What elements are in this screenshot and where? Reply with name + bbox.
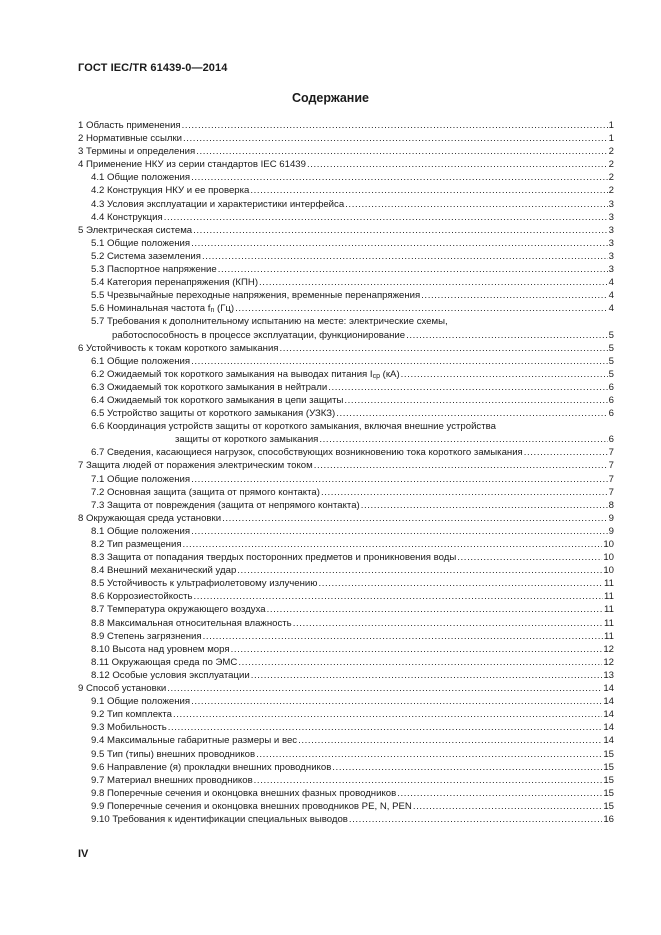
toc-entry-title: 8 Окружающая среда установки bbox=[78, 512, 222, 524]
dot-leader bbox=[259, 276, 608, 289]
toc-entry[interactable] bbox=[78, 800, 614, 813]
toc-entry[interactable] bbox=[78, 394, 614, 407]
toc-entry[interactable] bbox=[78, 748, 614, 761]
toc-entry-title: 4.4 Конструкция bbox=[91, 211, 163, 223]
toc-page-number: 11 bbox=[604, 591, 614, 603]
toc-page-number: 3 bbox=[608, 250, 614, 262]
dot-leader bbox=[397, 787, 602, 800]
dot-leader bbox=[344, 394, 607, 407]
toc-entry-title: 9.8 Поперечные сечения и оконцовка внешних фазных проводников bbox=[91, 787, 397, 799]
toc-entry-title: работоспособность в процессе эксплуатации, функционирование bbox=[112, 329, 406, 341]
toc-page-number: 13 bbox=[603, 669, 614, 681]
toc-entry[interactable] bbox=[78, 603, 614, 616]
toc-entry-title: 9.2 Тип комплекта bbox=[91, 709, 172, 721]
toc-page-number: 7 bbox=[608, 460, 614, 472]
toc-entry-title: 6 Устойчивость к токам короткого замыкания bbox=[78, 342, 279, 354]
dot-leader bbox=[183, 132, 608, 145]
toc-entry[interactable] bbox=[78, 433, 614, 446]
toc-entry-title: 9.4 Максимальные габаритные размеры и вес bbox=[91, 735, 298, 747]
toc-entry-title: защиты от короткого замыкания bbox=[175, 434, 319, 446]
toc-page-number: 11 bbox=[604, 604, 614, 616]
toc-entry[interactable] bbox=[78, 132, 614, 145]
toc-entry[interactable] bbox=[78, 224, 614, 237]
toc-page-number: 3 bbox=[608, 211, 614, 223]
toc-entry-title: 8.7 Температура окружающего воздуха bbox=[91, 604, 266, 616]
table-of-contents bbox=[78, 119, 614, 826]
toc-entry[interactable] bbox=[78, 145, 614, 158]
dot-leader bbox=[457, 551, 602, 564]
dot-leader bbox=[293, 617, 603, 630]
toc-entry[interactable] bbox=[78, 237, 614, 250]
toc-page-number: 2 bbox=[608, 185, 614, 197]
dot-leader bbox=[235, 302, 608, 315]
dot-leader bbox=[328, 381, 607, 394]
dot-leader bbox=[256, 748, 602, 761]
dot-leader bbox=[191, 473, 608, 486]
dot-leader bbox=[238, 656, 602, 669]
toc-entry[interactable] bbox=[78, 590, 614, 603]
toc-entry-title: 9 Способ установки bbox=[78, 683, 167, 695]
dot-leader bbox=[191, 695, 602, 708]
toc-page-number: 2 bbox=[608, 159, 614, 171]
toc-entry[interactable] bbox=[78, 315, 614, 328]
toc-entry[interactable] bbox=[78, 813, 614, 826]
dot-leader bbox=[254, 774, 603, 787]
toc-entry[interactable] bbox=[78, 551, 614, 564]
dot-leader bbox=[314, 459, 608, 472]
toc-page-number: 2 bbox=[608, 146, 614, 158]
toc-page-number: 15 bbox=[603, 761, 614, 773]
toc-entry-title: 5.6 Номинальная частота fn (Гц) bbox=[91, 303, 235, 315]
toc-entry-title: 8.12 Особые условия эксплуатации bbox=[91, 669, 250, 681]
toc-entry-title: 4.3 Условия эксплуатации и характеристики интерфейса bbox=[91, 198, 345, 210]
toc-entry[interactable] bbox=[78, 525, 614, 538]
toc-page-number: 6 bbox=[608, 381, 614, 393]
dot-leader bbox=[250, 184, 607, 197]
toc-entry-title: 5.1 Общие положения bbox=[91, 237, 191, 249]
toc-page-number: 5 bbox=[608, 355, 614, 367]
toc-entry-title: 6.6 Координация устройств защиты от короткого замыкания, включая внешние устройства bbox=[91, 421, 496, 433]
toc-page-number: 9 bbox=[608, 512, 614, 524]
toc-page-number: 3 bbox=[608, 264, 614, 276]
dot-leader bbox=[202, 250, 608, 263]
toc-entry[interactable] bbox=[78, 211, 614, 224]
toc-entry[interactable] bbox=[78, 446, 614, 459]
dot-leader bbox=[280, 342, 608, 355]
toc-entry-title: 9.10 Требования к идентификации специальных выводов bbox=[91, 813, 348, 825]
toc-page-number: 10 bbox=[603, 539, 614, 550]
toc-entry[interactable] bbox=[78, 420, 614, 433]
dot-leader bbox=[191, 171, 608, 184]
toc-entry[interactable] bbox=[78, 289, 614, 302]
dot-leader bbox=[318, 577, 603, 590]
toc-page-number: 3 bbox=[608, 224, 614, 236]
toc-entry-title: 8.8 Максимальная относительная влажность bbox=[91, 617, 292, 629]
toc-page-number: 4 bbox=[608, 277, 614, 289]
toc-page-number: 12 bbox=[603, 643, 614, 655]
toc-entry[interactable] bbox=[78, 669, 614, 682]
toc-entry-title: 6.3 Ожидаемый ток короткого замыкания в нейтрали bbox=[91, 381, 328, 393]
toc-entry[interactable] bbox=[78, 721, 614, 734]
dot-leader bbox=[321, 486, 608, 499]
toc-entry-title: 6.1 Общие положения bbox=[91, 355, 191, 367]
toc-page-number: 12 bbox=[603, 656, 614, 668]
dot-leader bbox=[421, 289, 607, 302]
toc-page-number: 1 bbox=[608, 133, 614, 145]
toc-page-number: 15 bbox=[603, 774, 614, 786]
toc-entry[interactable] bbox=[78, 171, 614, 184]
toc-entry[interactable] bbox=[78, 486, 614, 499]
dot-leader bbox=[413, 800, 603, 813]
toc-page-number: 11 bbox=[604, 578, 614, 590]
toc-entry-title: 7.2 Основная защита (защита от прямого контакта) bbox=[91, 486, 320, 498]
dot-leader bbox=[164, 211, 608, 224]
toc-page-number: 6 bbox=[608, 394, 614, 406]
toc-entry[interactable] bbox=[78, 734, 614, 747]
dot-leader bbox=[203, 630, 603, 643]
toc-entry[interactable] bbox=[78, 459, 614, 472]
toc-entry-title: 9.7 Материал внешних проводников bbox=[91, 774, 253, 786]
toc-page-number: 15 bbox=[603, 787, 614, 799]
toc-page-number: 5 bbox=[608, 329, 614, 341]
toc-entry[interactable] bbox=[78, 643, 614, 656]
dot-leader bbox=[168, 721, 603, 734]
toc-entry-title: 5.2 Система заземления bbox=[91, 250, 201, 262]
dot-leader bbox=[406, 329, 608, 342]
toc-entry-title: 8.4 Внешний механический удар bbox=[91, 565, 237, 577]
subscript: cp bbox=[372, 372, 380, 380]
toc-entry-title: 6.5 Устройство защиты от короткого замыкания (УЗКЗ) bbox=[91, 408, 336, 420]
toc-entry[interactable] bbox=[78, 302, 614, 315]
toc-entry[interactable] bbox=[78, 774, 614, 787]
toc-entry-title: 8.9 Степень загрязнения bbox=[91, 630, 202, 642]
dot-leader bbox=[361, 499, 608, 512]
dot-leader bbox=[251, 669, 603, 682]
toc-page-number: 15 bbox=[603, 748, 614, 760]
toc-page-number: 14 bbox=[603, 696, 614, 708]
toc-page-number: 7 bbox=[608, 473, 614, 485]
toc-entry[interactable] bbox=[78, 263, 614, 276]
toc-entry-title: 8.10 Высота над уровнем моря bbox=[91, 643, 230, 655]
toc-page-number: 10 bbox=[603, 565, 614, 577]
toc-entry-title: 4.1 Общие положения bbox=[91, 172, 191, 184]
toc-page-number: 3 bbox=[608, 198, 614, 210]
toc-entry[interactable] bbox=[78, 787, 614, 800]
dot-leader bbox=[182, 119, 608, 132]
toc-entry[interactable] bbox=[78, 119, 614, 132]
toc-entry-title: 8.11 Окружающая среда по ЭМС bbox=[91, 656, 238, 668]
toc-entry[interactable] bbox=[78, 184, 614, 197]
toc-entry-title: 4 Применение НКУ из серии стандартов IEC 61439 bbox=[78, 159, 306, 171]
dot-leader bbox=[524, 446, 608, 459]
toc-entry[interactable] bbox=[78, 198, 614, 211]
toc-entry-title: 6.4 Ожидаемый ток короткого замыкания в цепи защиты bbox=[91, 394, 344, 406]
toc-entry-title: 5.4 Категория перенапряжения (КПН) bbox=[91, 277, 259, 289]
dot-leader bbox=[307, 158, 608, 171]
dot-leader bbox=[183, 538, 603, 551]
dot-leader bbox=[191, 355, 608, 368]
dot-leader bbox=[336, 407, 607, 420]
dot-leader bbox=[191, 525, 608, 538]
dot-leader bbox=[267, 603, 603, 616]
toc-entry[interactable] bbox=[78, 512, 614, 525]
toc-page-number: 11 bbox=[604, 630, 614, 642]
dot-leader bbox=[319, 433, 607, 446]
toc-page-number: 14 bbox=[603, 683, 614, 695]
toc-entry[interactable] bbox=[78, 381, 614, 394]
toc-page-number: 5 bbox=[608, 368, 614, 380]
toc-entry[interactable] bbox=[78, 407, 614, 420]
toc-entry[interactable] bbox=[78, 250, 614, 263]
toc-entry-title: 9.6 Направление (я) прокладки внешних проводников bbox=[91, 761, 332, 773]
toc-entry-title: 6.2 Ожидаемый ток короткого замыкания на выводах питания Icp (кА) bbox=[91, 368, 400, 380]
dot-leader bbox=[332, 761, 602, 774]
toc-entry-title: 8.3 Защита от попадания твердых посторонних предметов и проникновения воды bbox=[91, 552, 457, 564]
toc-entry[interactable] bbox=[78, 499, 614, 512]
dot-leader bbox=[191, 237, 608, 250]
toc-entry[interactable] bbox=[78, 355, 614, 368]
toc-entry-title: 4.2 Конструкция НКУ и ее проверка bbox=[91, 185, 250, 197]
dot-leader bbox=[345, 198, 607, 211]
toc-entry[interactable] bbox=[78, 682, 614, 695]
toc-entry-title: 1 Область применения bbox=[78, 120, 181, 131]
toc-entry-title: 9.9 Поперечные сечения и оконцовка внешних проводников PE, N, PEN bbox=[91, 800, 412, 812]
dot-leader bbox=[218, 263, 608, 276]
toc-page-number: 5 bbox=[608, 342, 614, 354]
toc-page-number: 11 bbox=[604, 617, 614, 629]
toc-entry-title: 8.6 Коррозиестойкость bbox=[91, 591, 193, 603]
toc-entry[interactable] bbox=[78, 656, 614, 669]
dot-leader bbox=[237, 564, 602, 577]
toc-entry-title: 9.5 Тип (типы) внешних проводников bbox=[91, 748, 256, 760]
dot-leader bbox=[349, 813, 602, 826]
dot-leader bbox=[196, 145, 607, 158]
page-title: Содержание bbox=[291, 91, 369, 105]
toc-entry[interactable] bbox=[78, 617, 614, 630]
toc-page-number: 2 bbox=[608, 172, 614, 184]
toc-page-number: 4 bbox=[608, 290, 614, 302]
toc-page-number: 4 bbox=[608, 303, 614, 315]
toc-entry-title: 9.1 Общие положения bbox=[91, 696, 191, 708]
toc-page-number: 6 bbox=[608, 434, 614, 446]
dot-leader bbox=[401, 368, 608, 381]
toc-page-number: 14 bbox=[603, 735, 614, 747]
toc-entry[interactable] bbox=[78, 342, 614, 355]
toc-entry[interactable] bbox=[78, 158, 614, 171]
toc-entry-title: 5.3 Паспортное напряжение bbox=[91, 264, 217, 276]
toc-page-number: 9 bbox=[608, 525, 614, 537]
toc-entry-title: 6.7 Сведения, касающиеся нагрузок, способствующих возникновению тока короткого замыкания bbox=[91, 447, 523, 459]
toc-page-number: 10 bbox=[603, 552, 614, 564]
toc-entry[interactable] bbox=[78, 630, 614, 643]
toc-entry[interactable] bbox=[78, 276, 614, 289]
toc-entry[interactable] bbox=[78, 761, 614, 774]
toc-page-number: 14 bbox=[603, 709, 614, 721]
toc-entry-title: 5.5 Чрезвычайные переходные напряжения, временные перенапряжения bbox=[91, 290, 421, 302]
toc-entry[interactable] bbox=[78, 564, 614, 577]
dot-leader bbox=[173, 708, 602, 721]
toc-page-number: 7 bbox=[608, 486, 614, 498]
toc-entry-title: 7 Защита людей от поражения электрическим током bbox=[78, 460, 313, 472]
toc-page-number: 6 bbox=[608, 408, 614, 420]
toc-page-number: 7 bbox=[608, 447, 614, 459]
toc-entry-title: 9.3 Мобильность bbox=[91, 722, 167, 734]
toc-page-number: 1 bbox=[608, 120, 614, 131]
toc-entry-title: 3 Термины и определения bbox=[78, 146, 196, 158]
toc-entry[interactable] bbox=[78, 695, 614, 708]
toc-entry-title: 5 Электрическая система bbox=[78, 224, 193, 236]
dot-leader bbox=[298, 734, 602, 747]
toc-entry-title: 7.3 Защита от повреждения (защита от непрямого контакта) bbox=[91, 499, 360, 511]
standard-designation: ГОСТ IEC/TR 61439-0—2014 bbox=[78, 62, 228, 74]
toc-entry[interactable] bbox=[78, 329, 614, 342]
dot-leader bbox=[231, 643, 603, 656]
toc-entry-title: 5.7 Требования к дополнительному испытанию на месте: электрические схемы, bbox=[91, 316, 448, 328]
toc-page-number: 16 bbox=[603, 813, 614, 825]
dot-leader bbox=[193, 224, 608, 237]
toc-page-number: 8 bbox=[608, 499, 614, 511]
toc-entry[interactable] bbox=[78, 368, 614, 381]
dot-leader bbox=[167, 682, 602, 695]
toc-page-number: 3 bbox=[608, 237, 614, 249]
toc-page-number: 14 bbox=[603, 722, 614, 734]
dot-leader bbox=[222, 512, 608, 525]
page-number: IV bbox=[78, 848, 89, 860]
subscript: n bbox=[210, 307, 215, 315]
toc-entry[interactable] bbox=[78, 577, 614, 590]
toc-entry[interactable] bbox=[78, 473, 614, 486]
toc-entry-title: 2 Нормативные ссылки bbox=[78, 133, 183, 145]
toc-entry[interactable] bbox=[78, 538, 614, 551]
dot-leader bbox=[194, 590, 604, 603]
toc-entry[interactable] bbox=[78, 708, 614, 721]
toc-entry-title: 7.1 Общие положения bbox=[91, 473, 191, 485]
toc-page-number: 15 bbox=[603, 800, 614, 812]
toc-entry-title: 8.2 Тип размещения bbox=[91, 539, 182, 550]
toc-entry-title: 8.5 Устойчивость к ультрафиолетовому излучению bbox=[91, 578, 318, 590]
toc-entry-title: 8.1 Общие положения bbox=[91, 525, 191, 537]
